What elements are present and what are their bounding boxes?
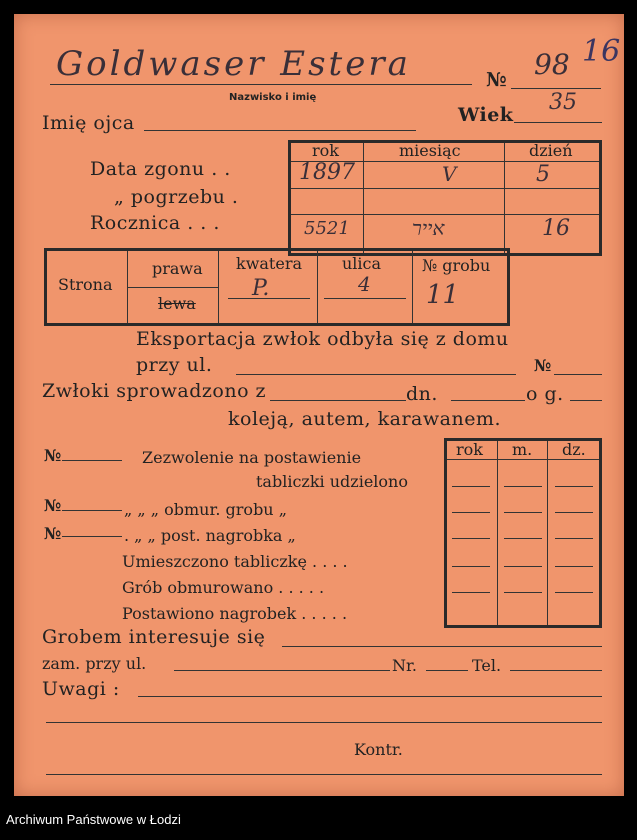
house-nr-label: Nr.: [392, 656, 417, 675]
transport-modes: koleją, autem, karawanem.: [228, 408, 501, 430]
prawa-label: prawa: [152, 259, 203, 278]
ulica-value: 4: [358, 272, 371, 296]
permit2-no: №: [44, 496, 62, 515]
grave-number-value: 11: [426, 280, 460, 310]
kwatera-value: P.: [252, 276, 270, 301]
number-line: [511, 88, 601, 89]
permit-plaque-line1: Zezwolenie na postawienie: [142, 448, 362, 467]
death-day: 5: [536, 162, 550, 187]
interest-label: Grobem interesuje się: [42, 626, 266, 648]
lewa-label: lewa: [158, 294, 196, 313]
archive-caption: Archiwum Państwowe w Łodzi: [6, 812, 181, 827]
permit1-no: №: [44, 446, 62, 465]
death-year: 1897: [299, 160, 355, 185]
age-label: Wiek: [458, 104, 514, 126]
permit-wall: „ „ „ obmur. grobu „: [124, 500, 287, 519]
control-label: Kontr.: [354, 740, 403, 759]
house-no-label: №: [534, 356, 552, 375]
kwatera-label: kwatera: [236, 254, 303, 273]
archive-footer: [0, 800, 637, 840]
number-label: №: [486, 69, 508, 91]
anniversary-label: Rocznica . . .: [90, 212, 220, 234]
address-label: zam. przy ul.: [42, 654, 147, 673]
deceased-name: Goldwaser Estera: [56, 44, 411, 84]
burial-record-card: [14, 14, 624, 796]
dates-col-month: miesiąc: [399, 141, 461, 160]
dates-col-year: rok: [312, 141, 339, 160]
status-wall: Grób obmurowano . . . . .: [122, 578, 325, 597]
day-label: dn.: [406, 383, 438, 405]
death-date-label: Data zgonu . .: [90, 158, 231, 180]
father-label: Imię ojca: [42, 112, 135, 134]
death-month: V: [442, 162, 457, 186]
grave-number-label: № grobu: [422, 256, 491, 275]
father-line: [144, 130, 416, 131]
ulica-label: ulica: [342, 254, 382, 273]
anniversary-year: 5521: [304, 218, 350, 239]
export-line1: Eksportacja zwłok odbyła się z domu: [136, 328, 509, 350]
anniversary-day: 16: [542, 216, 570, 241]
anniversary-month: אייר: [412, 216, 445, 240]
brought-from-label: Zwłoki sprowadzono z: [42, 380, 267, 402]
tel-label: Tel.: [472, 656, 502, 675]
name-caption: Nazwisko i imię: [229, 92, 317, 103]
record-number: 98: [534, 48, 570, 81]
hour-label: o g.: [526, 383, 564, 405]
burial-date-label: „ pogrzebu .: [114, 186, 239, 208]
permits-col-month: m.: [512, 440, 533, 459]
permits-table: [444, 438, 602, 628]
permit-plaque-line2: tabliczki udzielono: [256, 472, 408, 491]
permits-col-year: rok: [456, 440, 483, 459]
age-line: [514, 122, 602, 123]
strona-label: Strona: [58, 275, 113, 294]
age-value: 35: [549, 90, 577, 115]
notes-label: Uwagi :: [42, 678, 120, 700]
permit-tombstone: . „ „ post. nagrobka „: [124, 526, 296, 545]
status-tombstone: Postawiono nagrobek . . . . .: [122, 604, 348, 623]
export-line2: przy ul.: [136, 354, 213, 376]
status-plaque: Umieszczono tabliczkę . . . .: [122, 552, 348, 571]
permit3-no: №: [44, 524, 62, 543]
dates-col-day: dzień: [529, 141, 573, 160]
corner-number: 16: [582, 34, 621, 69]
name-line: [50, 84, 472, 85]
permits-col-day: dz.: [562, 440, 586, 459]
